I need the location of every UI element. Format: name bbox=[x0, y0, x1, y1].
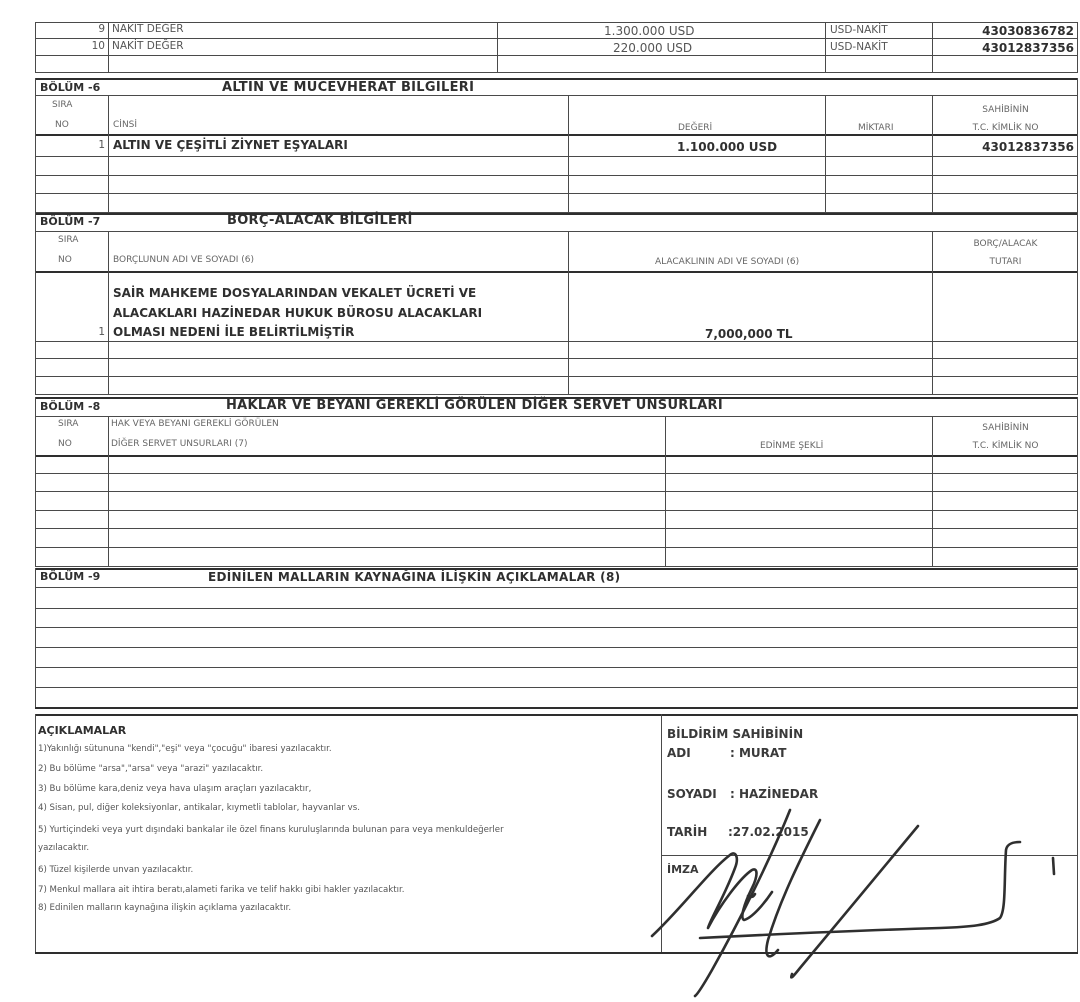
cash-row-amount: 220.000 USD bbox=[613, 41, 693, 55]
handwritten-signature bbox=[640, 800, 1060, 1000]
column-header-no: NO bbox=[58, 255, 72, 265]
gold-row-no: 1 bbox=[98, 139, 105, 151]
column-header-no: NO bbox=[58, 439, 72, 449]
column-header-tc: T.C. KİMLİK NO bbox=[972, 123, 1039, 133]
gold-row-value: 1.100.000 USD bbox=[677, 140, 778, 154]
column-header-miktari: MİKTARI bbox=[858, 123, 894, 133]
column-header-sahibinin: SAHİBİNİN bbox=[982, 105, 1029, 115]
column-header-acquisition: EDİNME ŞEKLİ bbox=[760, 441, 824, 451]
cash-row-kind: NAKİT DEĞER bbox=[112, 40, 184, 52]
column-header-amount-2: TUTARI bbox=[989, 257, 1022, 267]
cash-row-tc: 43030836782 bbox=[982, 24, 1074, 38]
cash-row-no: 10 bbox=[91, 40, 105, 52]
explanation-item: 3) Bu bölüme kara,deniz veya hava ulaşım araçları yazılacaktır, bbox=[38, 784, 312, 794]
cash-row-type: USD-NAKİT bbox=[830, 24, 888, 36]
cash-row-amount: 1.300.000 USD bbox=[604, 24, 695, 38]
explanation-item: 2) Bu bölüme "arsa","arsa" veya "arazi" yazılacaktır. bbox=[38, 764, 264, 774]
declarant-surname-value: : HAZİNEDAR bbox=[730, 787, 819, 801]
column-header-tc: T.C. KİMLİK NO bbox=[972, 441, 1039, 451]
cash-row-no: 9 bbox=[98, 23, 105, 35]
explanation-item: yazılacaktır. bbox=[38, 843, 90, 853]
column-header-sira: SIRA bbox=[52, 100, 73, 110]
declarant-signature-label: İMZA bbox=[667, 863, 699, 876]
explanation-item: 7) Menkul mallara ait ihtira beratı,alameti farika ve telif hakkı gibi hakler yazılacaktır. bbox=[38, 885, 405, 895]
gold-row-type: ALTIN VE ÇEŞİTLİ ZİYNET EŞYALARI bbox=[113, 138, 348, 152]
explanation-item: 4) Sisan, pul, diğer koleksiyonlar, antikalar, kıymetli tablolar, hayvanlar vs. bbox=[38, 803, 360, 813]
debt-row-text-2: ALACAKLARI HAZİNEDAR HUKUK BÜROSU ALACAKLARI bbox=[113, 306, 483, 320]
column-header-degeri: DEĞERİ bbox=[678, 123, 713, 133]
cash-row-type: USD-NAKİT bbox=[830, 41, 888, 53]
column-header-sahibinin: SAHİBİNİN bbox=[982, 423, 1029, 433]
column-header-cinsi: CİNSİ bbox=[113, 120, 138, 130]
declarant-date-label: TARİH bbox=[667, 825, 708, 839]
column-header-sira: SIRA bbox=[58, 419, 79, 429]
declarant-date-value: :27.02.2015 bbox=[728, 825, 809, 839]
section-title: BORÇ-ALACAK BİLGİLERİ bbox=[227, 213, 413, 228]
debt-row-no: 1 bbox=[98, 326, 105, 338]
declarant-name-label: ADI bbox=[667, 746, 691, 760]
section-label: BÖLÜM -6 bbox=[40, 81, 101, 94]
explanation-item: 6) Tüzel kişilerde unvan yazılacaktır. bbox=[38, 865, 194, 875]
explanation-item: 8) Edinilen malların kaynağına ilişkin açıklama yazılacaktır. bbox=[38, 903, 292, 913]
debt-row-text-3: OLMASI NEDENİ İLE BELİRTİLMİŞTİR bbox=[113, 325, 355, 339]
section-title: EDİNİLEN MALLARIN KAYNAĞINA İLİŞKİN AÇIKLAMALAR (8) bbox=[208, 570, 621, 584]
column-header-sira: SIRA bbox=[58, 235, 79, 245]
section-title: ALTIN VE MÜCEVHERAT BİLGİLERİ bbox=[222, 80, 475, 95]
explanation-item: 5) Yurtiçindeki veya yurt dışındaki bankalar ile özel finans kuruluşlarında bulunan para veya menkuldeğerler bbox=[38, 825, 504, 835]
explanation-item: 1)Yakınlığı sütununa "kendi","eşi" veya "çocuğu" ibaresi yazılacaktır. bbox=[38, 744, 332, 754]
section-label: BÖLÜM -7 bbox=[40, 215, 101, 228]
gold-row-tc: 43012837356 bbox=[982, 140, 1074, 154]
column-header-rights: HAK VEYA BEYANI GEREKLİ GÖRÜLEN bbox=[111, 419, 279, 429]
debt-row-amount: 7,000,000 TL bbox=[705, 327, 793, 341]
debt-row-text-1: SAİR MAHKEME DOSYALARINDAN VEKALET ÜCRETİ VE bbox=[113, 286, 477, 300]
declarant-name-value: : MURAT bbox=[730, 746, 787, 760]
column-header-no: NO bbox=[55, 120, 69, 130]
declarant-title: BİLDİRİM SAHİBİNİN bbox=[667, 727, 804, 741]
column-header-rights-2: DİĞER SERVET UNSURLARI (7) bbox=[111, 439, 248, 449]
cash-row-tc: 43012837356 bbox=[982, 41, 1074, 55]
cash-row-kind: NAKİT DEĞER bbox=[112, 23, 184, 35]
column-header-debtor: BORÇLUNUN ADI VE SOYADI (6) bbox=[113, 255, 255, 265]
column-header-amount: BORÇ/ALACAK bbox=[973, 239, 1038, 249]
section-label: BÖLÜM -8 bbox=[40, 400, 101, 413]
explanations-title: AÇIKLAMALAR bbox=[38, 724, 127, 737]
declarant-surname-label: SOYADI bbox=[667, 787, 717, 801]
section-title: HAKLAR VE BEYANI GEREKLİ GÖRÜLEN DİĞER SERVET UNSURLARI bbox=[226, 398, 724, 413]
section-label: BÖLÜM -9 bbox=[40, 570, 101, 583]
column-header-creditor: ALACAKLININ ADI VE SOYADI (6) bbox=[655, 257, 800, 267]
